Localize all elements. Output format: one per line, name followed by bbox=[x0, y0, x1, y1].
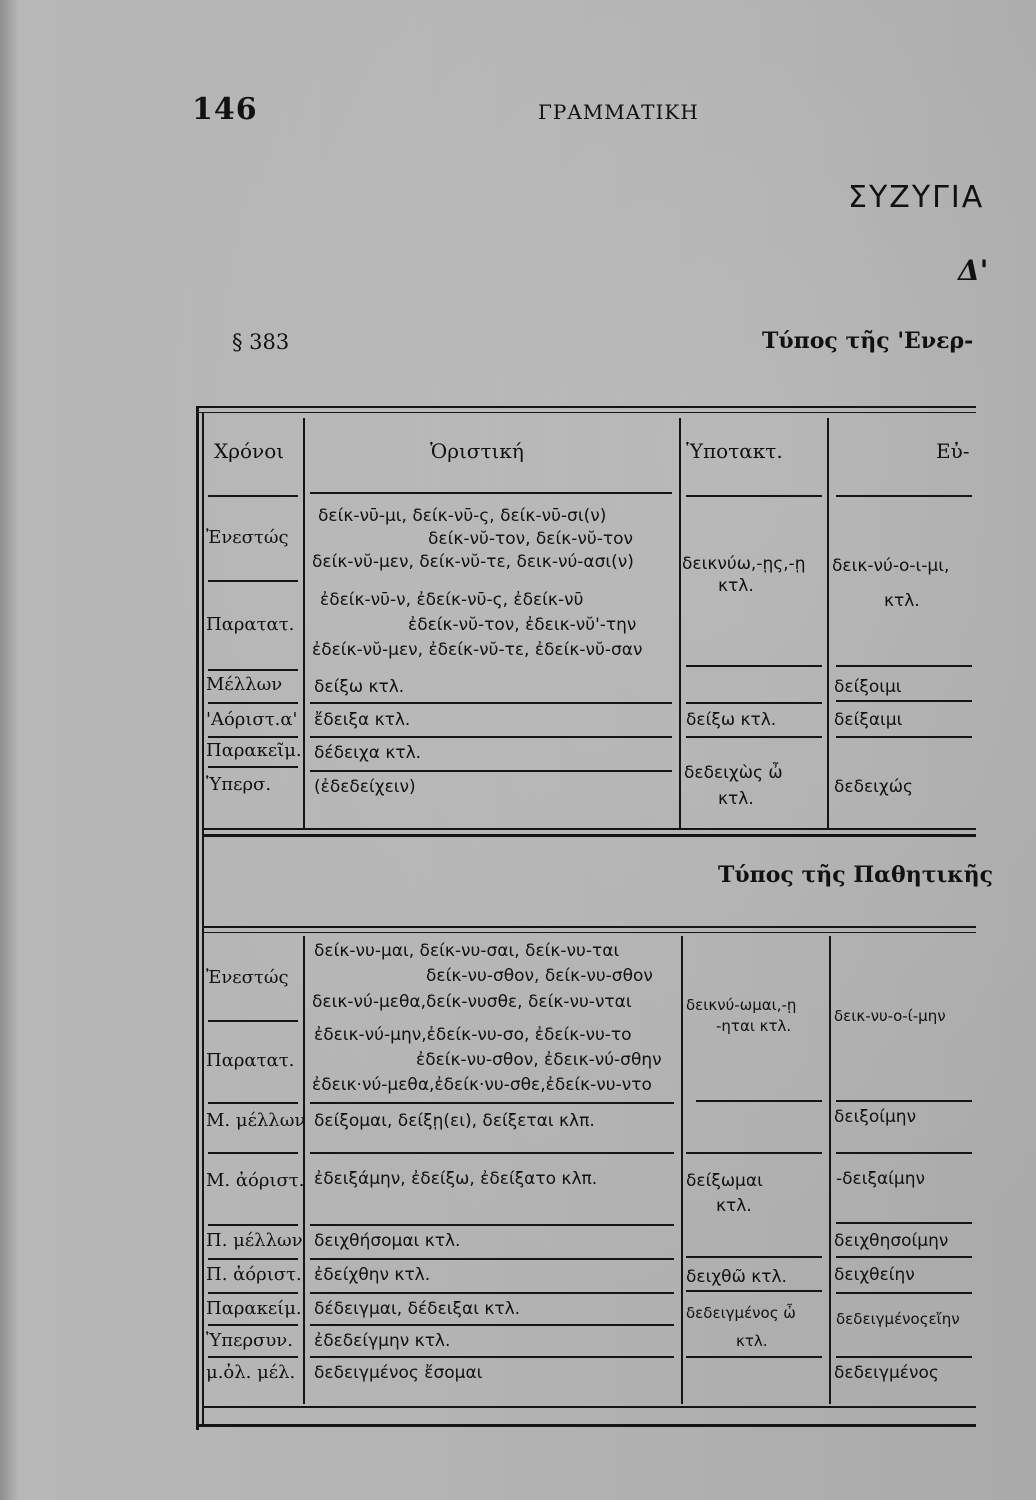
table-rule bbox=[202, 1406, 976, 1408]
form-line: δείκ-νυ-μαι, δείκ-νυ-σαι, δείκ-νυ-ται bbox=[314, 941, 620, 961]
form-line: (ἐδεδείχειν) bbox=[314, 777, 416, 797]
row-rule bbox=[686, 495, 822, 497]
tense-label: Π. μέλλων bbox=[206, 1230, 303, 1251]
form-line: δείκ-νῠ-τον, δείκ-νῠ-τον bbox=[428, 529, 633, 549]
form-line: ἐδείκ-νῠ-μεν, ἐδείκ-νῠ-τε, ἐδείκ-νῠ-σαν bbox=[312, 640, 643, 660]
chapter-subheading: Δ' bbox=[958, 254, 989, 287]
row-rule bbox=[686, 1152, 822, 1154]
row-rule bbox=[208, 580, 298, 582]
row-rule bbox=[836, 495, 972, 497]
form-line: δέδειγμαι, δέδειξαι κτλ. bbox=[314, 1299, 521, 1319]
column-rule bbox=[679, 418, 681, 828]
row-rule bbox=[836, 1292, 972, 1294]
tense-label: Παρατατ. bbox=[206, 1050, 295, 1071]
row-rule bbox=[310, 1102, 674, 1104]
subjunctive-form: δεικνύ-ωμαι,-ῃ bbox=[686, 996, 797, 1014]
subjunctive-form: δεικνύω,-ῃς,-ῃ bbox=[682, 554, 806, 574]
form-line: ἐδεικ·νύ-μεθα,ἐδείκ·νυ-σθε,ἐδείκ-νυ-ντο bbox=[312, 1075, 652, 1095]
subjunctive-form: κτλ. bbox=[718, 789, 754, 809]
tense-label: Παρακεῖμ. bbox=[206, 740, 302, 761]
form-line: ἐδείχθην κτλ. bbox=[314, 1265, 431, 1285]
row-rule bbox=[836, 1256, 972, 1258]
table-rule bbox=[196, 1424, 976, 1427]
form-line: δείξω κτλ. bbox=[314, 677, 405, 697]
optative-form: δειχθείην bbox=[834, 1265, 915, 1285]
header-tenses: Χρόνοι bbox=[214, 439, 285, 463]
row-rule bbox=[208, 669, 298, 671]
table-left-border-inner bbox=[202, 412, 204, 1424]
column-rule bbox=[303, 418, 305, 828]
tense-label: Ἐνεστώς bbox=[206, 527, 289, 548]
optative-form: δείξαιμι bbox=[834, 710, 903, 730]
subjunctive-form: κτλ. bbox=[736, 1332, 768, 1350]
table-rule bbox=[202, 828, 976, 830]
form-line: ἐδείκ-νυ-σθον, ἐδεικ-νύ-σθην bbox=[416, 1050, 662, 1070]
table-rule bbox=[202, 926, 976, 928]
optative-form: δείξοιμι bbox=[834, 677, 902, 697]
form-line: δείξομαι, δείξῃ(ει), δείξεται κλπ. bbox=[314, 1111, 595, 1131]
row-rule bbox=[836, 1152, 972, 1154]
row-rule bbox=[836, 736, 972, 738]
tense-label: Ὑπερσυν. bbox=[206, 1330, 293, 1351]
tense-label: μ.ὀλ. μέλ. bbox=[206, 1362, 296, 1383]
row-rule bbox=[310, 770, 672, 772]
running-title: ΓΡΑΜΜΑΤΙΚΗ bbox=[538, 100, 699, 124]
form-line: δεικ-νύ-μεθα,δείκ-νυσθε, δείκ-νυ-νται bbox=[312, 992, 632, 1012]
row-rule bbox=[836, 700, 972, 702]
row-rule bbox=[208, 1258, 298, 1260]
tense-label: 'Αόριστ.α' bbox=[206, 709, 298, 730]
tense-label: Μέλλων bbox=[206, 674, 283, 695]
row-rule bbox=[310, 492, 672, 494]
table-rule bbox=[202, 834, 976, 837]
table-rule bbox=[202, 932, 976, 933]
row-rule bbox=[310, 736, 672, 738]
form-line: δείκ-νυ-σθον, δείκ-νυ-σθον bbox=[426, 966, 653, 986]
tense-label: Ὑπερσ. bbox=[206, 774, 272, 795]
row-rule bbox=[208, 1292, 298, 1294]
row-rule bbox=[208, 736, 298, 738]
subjunctive-form: δείξωμαι bbox=[686, 1171, 763, 1191]
row-rule bbox=[836, 1222, 972, 1224]
tense-label: Παρατατ. bbox=[206, 614, 295, 635]
form-line: δείκ-νῡ-μι, δείκ-νῡ-ς, δείκ-νῡ-σι(ν) bbox=[318, 506, 607, 526]
tense-label: Π. ἀόριστ. bbox=[206, 1264, 302, 1285]
section-number: § 383 bbox=[232, 330, 290, 354]
row-rule bbox=[686, 1356, 822, 1358]
row-rule bbox=[208, 1324, 298, 1326]
subjunctive-form: κτλ. bbox=[718, 576, 754, 596]
row-rule bbox=[686, 1290, 822, 1292]
form-line: δέδειχα κτλ. bbox=[314, 743, 422, 763]
form-line: ἔδειξα κτλ. bbox=[314, 710, 411, 730]
table-rule bbox=[196, 412, 976, 413]
row-rule bbox=[208, 766, 298, 768]
column-rule bbox=[827, 418, 829, 828]
row-rule bbox=[310, 702, 672, 704]
tense-label: Ἐνεστώς bbox=[206, 967, 289, 988]
tense-label: Μ. ἀόριστ. bbox=[206, 1170, 305, 1191]
tense-label: Μ. μέλλων bbox=[206, 1110, 306, 1131]
page-number: 146 bbox=[192, 92, 258, 127]
row-rule bbox=[208, 1020, 298, 1022]
row-rule bbox=[208, 1152, 298, 1154]
row-rule bbox=[686, 1256, 822, 1258]
row-rule bbox=[310, 1356, 674, 1358]
header-optative: Εὐ- bbox=[936, 439, 970, 463]
form-line: δειχθήσομαι κτλ. bbox=[314, 1231, 461, 1251]
optative-form: δειξοίμην bbox=[834, 1107, 917, 1127]
header-indicative: Ὁριστική bbox=[430, 439, 524, 463]
row-rule bbox=[208, 1356, 298, 1358]
row-rule bbox=[836, 1356, 972, 1358]
chapter-heading: ΣΥΖΥΓΙΑ bbox=[848, 180, 985, 215]
optative-form: κτλ. bbox=[884, 591, 920, 611]
tense-label: Παρακείμ. bbox=[206, 1298, 302, 1319]
subjunctive-form: -ηται κτλ. bbox=[716, 1017, 792, 1035]
row-rule bbox=[310, 1152, 674, 1154]
column-rule bbox=[681, 936, 683, 1404]
form-line: δεδειγμένος ἔσομαι bbox=[314, 1363, 483, 1383]
row-rule bbox=[836, 1100, 972, 1102]
optative-form: δεικ-νυ-ο-ί-μην bbox=[834, 1007, 946, 1025]
row-rule bbox=[310, 1258, 674, 1260]
optative-form: δεικ-νύ-ο-ι-μι, bbox=[832, 556, 950, 576]
row-rule bbox=[686, 665, 822, 667]
form-line: ἐδειξάμην, ἐδείξω, ἐδείξατο κλπ. bbox=[314, 1169, 598, 1189]
row-rule bbox=[310, 1324, 674, 1326]
row-rule bbox=[310, 1224, 674, 1226]
subjunctive-form: δείξω κτλ. bbox=[686, 710, 777, 730]
row-rule bbox=[310, 1292, 674, 1294]
table-left-border bbox=[196, 406, 199, 1430]
form-line: ἐδεδείγμην κτλ. bbox=[314, 1331, 451, 1351]
form-line: δείκ-νῠ-μεν, δείκ-νῠ-τε, δεικ-νύ-ασι(ν) bbox=[312, 552, 634, 572]
subjunctive-form: δεδειγμένος ὦ bbox=[686, 1304, 796, 1322]
optative-form: δεδειγμένοςεἴην bbox=[836, 1310, 960, 1328]
subjunctive-form: δειχθῶ κτλ. bbox=[686, 1267, 787, 1287]
row-rule bbox=[208, 1224, 298, 1226]
header-subjunctive: Ὑποτακτ. bbox=[686, 439, 783, 463]
column-rule bbox=[829, 936, 831, 1404]
table-rule bbox=[196, 406, 976, 408]
optative-form: δειχθησοίμην bbox=[834, 1231, 949, 1251]
row-rule bbox=[696, 1100, 822, 1102]
optative-form: -δειξαίμην bbox=[836, 1169, 926, 1189]
form-line: ἐδείκ-νῠ-τον, ἐδεικ-νῠ'-την bbox=[408, 615, 637, 635]
passive-voice-title: Τύπος τῆς Παθητικῆς bbox=[718, 862, 994, 888]
optative-form: δεδειχώς bbox=[834, 777, 913, 797]
active-voice-title: Τύπος τῆς 'Ενερ- bbox=[762, 328, 974, 354]
optative-form: δεδειγμένος bbox=[834, 1363, 939, 1383]
subjunctive-form: δεδειχὼς ὦ bbox=[684, 763, 783, 783]
subjunctive-form: κτλ. bbox=[716, 1196, 752, 1216]
row-rule bbox=[686, 702, 822, 704]
form-line: ἐδεικ-νύ-μην,ἐδείκ-νυ-σο, ἐδείκ-νυ-το bbox=[314, 1025, 632, 1045]
row-rule bbox=[686, 736, 822, 738]
row-rule bbox=[208, 702, 298, 704]
row-rule bbox=[208, 495, 298, 497]
row-rule bbox=[208, 1102, 298, 1104]
form-line: ἐδείκ-νῡ-ν, ἐδείκ-νῡ-ς, ἐδείκ-νῡ bbox=[320, 590, 584, 610]
row-rule bbox=[836, 665, 972, 667]
